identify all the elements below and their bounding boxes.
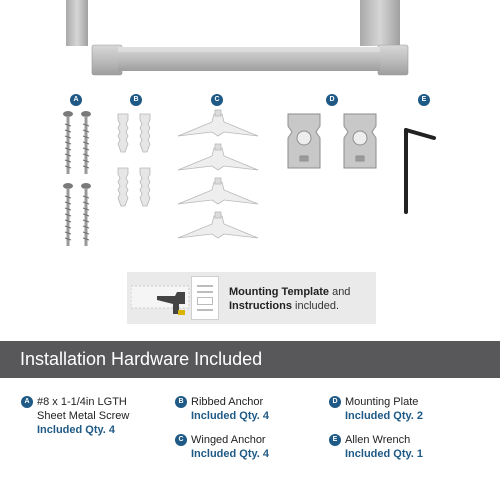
screw-icon xyxy=(63,111,91,246)
badge-a-small: A xyxy=(21,396,33,408)
list-item-d xyxy=(332,395,424,423)
mounting-plate-icon xyxy=(288,114,376,168)
item-c-line1: Winged Anchor xyxy=(191,434,266,446)
right-post xyxy=(360,0,400,46)
item-b-qty: Included Qty. 4 xyxy=(191,410,270,422)
item-a-line1: #8 x 1-1/4in LGTH xyxy=(37,396,127,408)
drill-illustration-icon xyxy=(131,278,191,318)
list-item-c xyxy=(178,433,270,461)
list-item-e xyxy=(332,433,424,461)
winged-anchor-icon xyxy=(178,110,258,238)
badge-e: E xyxy=(418,94,430,106)
banner-title: Installation Hardware Included xyxy=(20,349,263,369)
badge-b: B xyxy=(130,94,142,106)
list-item-b xyxy=(178,395,270,423)
hardware-illustrations xyxy=(0,108,500,258)
badge-d-small: D xyxy=(329,396,341,408)
item-a-qty: Included Qty. 4 xyxy=(37,424,116,436)
towel-bar-image xyxy=(0,0,500,90)
item-e-line1: Allen Wrench xyxy=(345,434,411,446)
item-e-qty: Included Qty. 1 xyxy=(345,448,424,460)
item-d-qty: Included Qty. 2 xyxy=(345,410,424,422)
item-d-line1: Mounting Plate xyxy=(345,396,419,408)
badge-c: C xyxy=(211,94,223,106)
badge-e-small: E xyxy=(329,434,341,446)
item-c-qty: Included Qty. 4 xyxy=(191,448,270,460)
mounting-template-box xyxy=(127,272,376,324)
list-item-a xyxy=(24,395,130,437)
right-base xyxy=(378,45,408,75)
badge-d: D xyxy=(326,94,338,106)
instructions-document-icon xyxy=(191,276,219,320)
left-post xyxy=(66,0,88,46)
left-base xyxy=(92,45,122,75)
item-b-line1: Ribbed Anchor xyxy=(191,396,264,408)
item-a-line2: Sheet Metal Screw xyxy=(37,410,130,422)
mounting-template-text: Mounting Template and Instructions included. xyxy=(229,286,351,312)
allen-wrench-icon xyxy=(406,130,434,212)
badge-c-small: C xyxy=(175,434,187,446)
badge-a: A xyxy=(70,94,82,106)
installation-banner xyxy=(0,341,500,378)
badge-b-small: B xyxy=(175,396,187,408)
ribbed-anchor-icon xyxy=(118,114,150,206)
